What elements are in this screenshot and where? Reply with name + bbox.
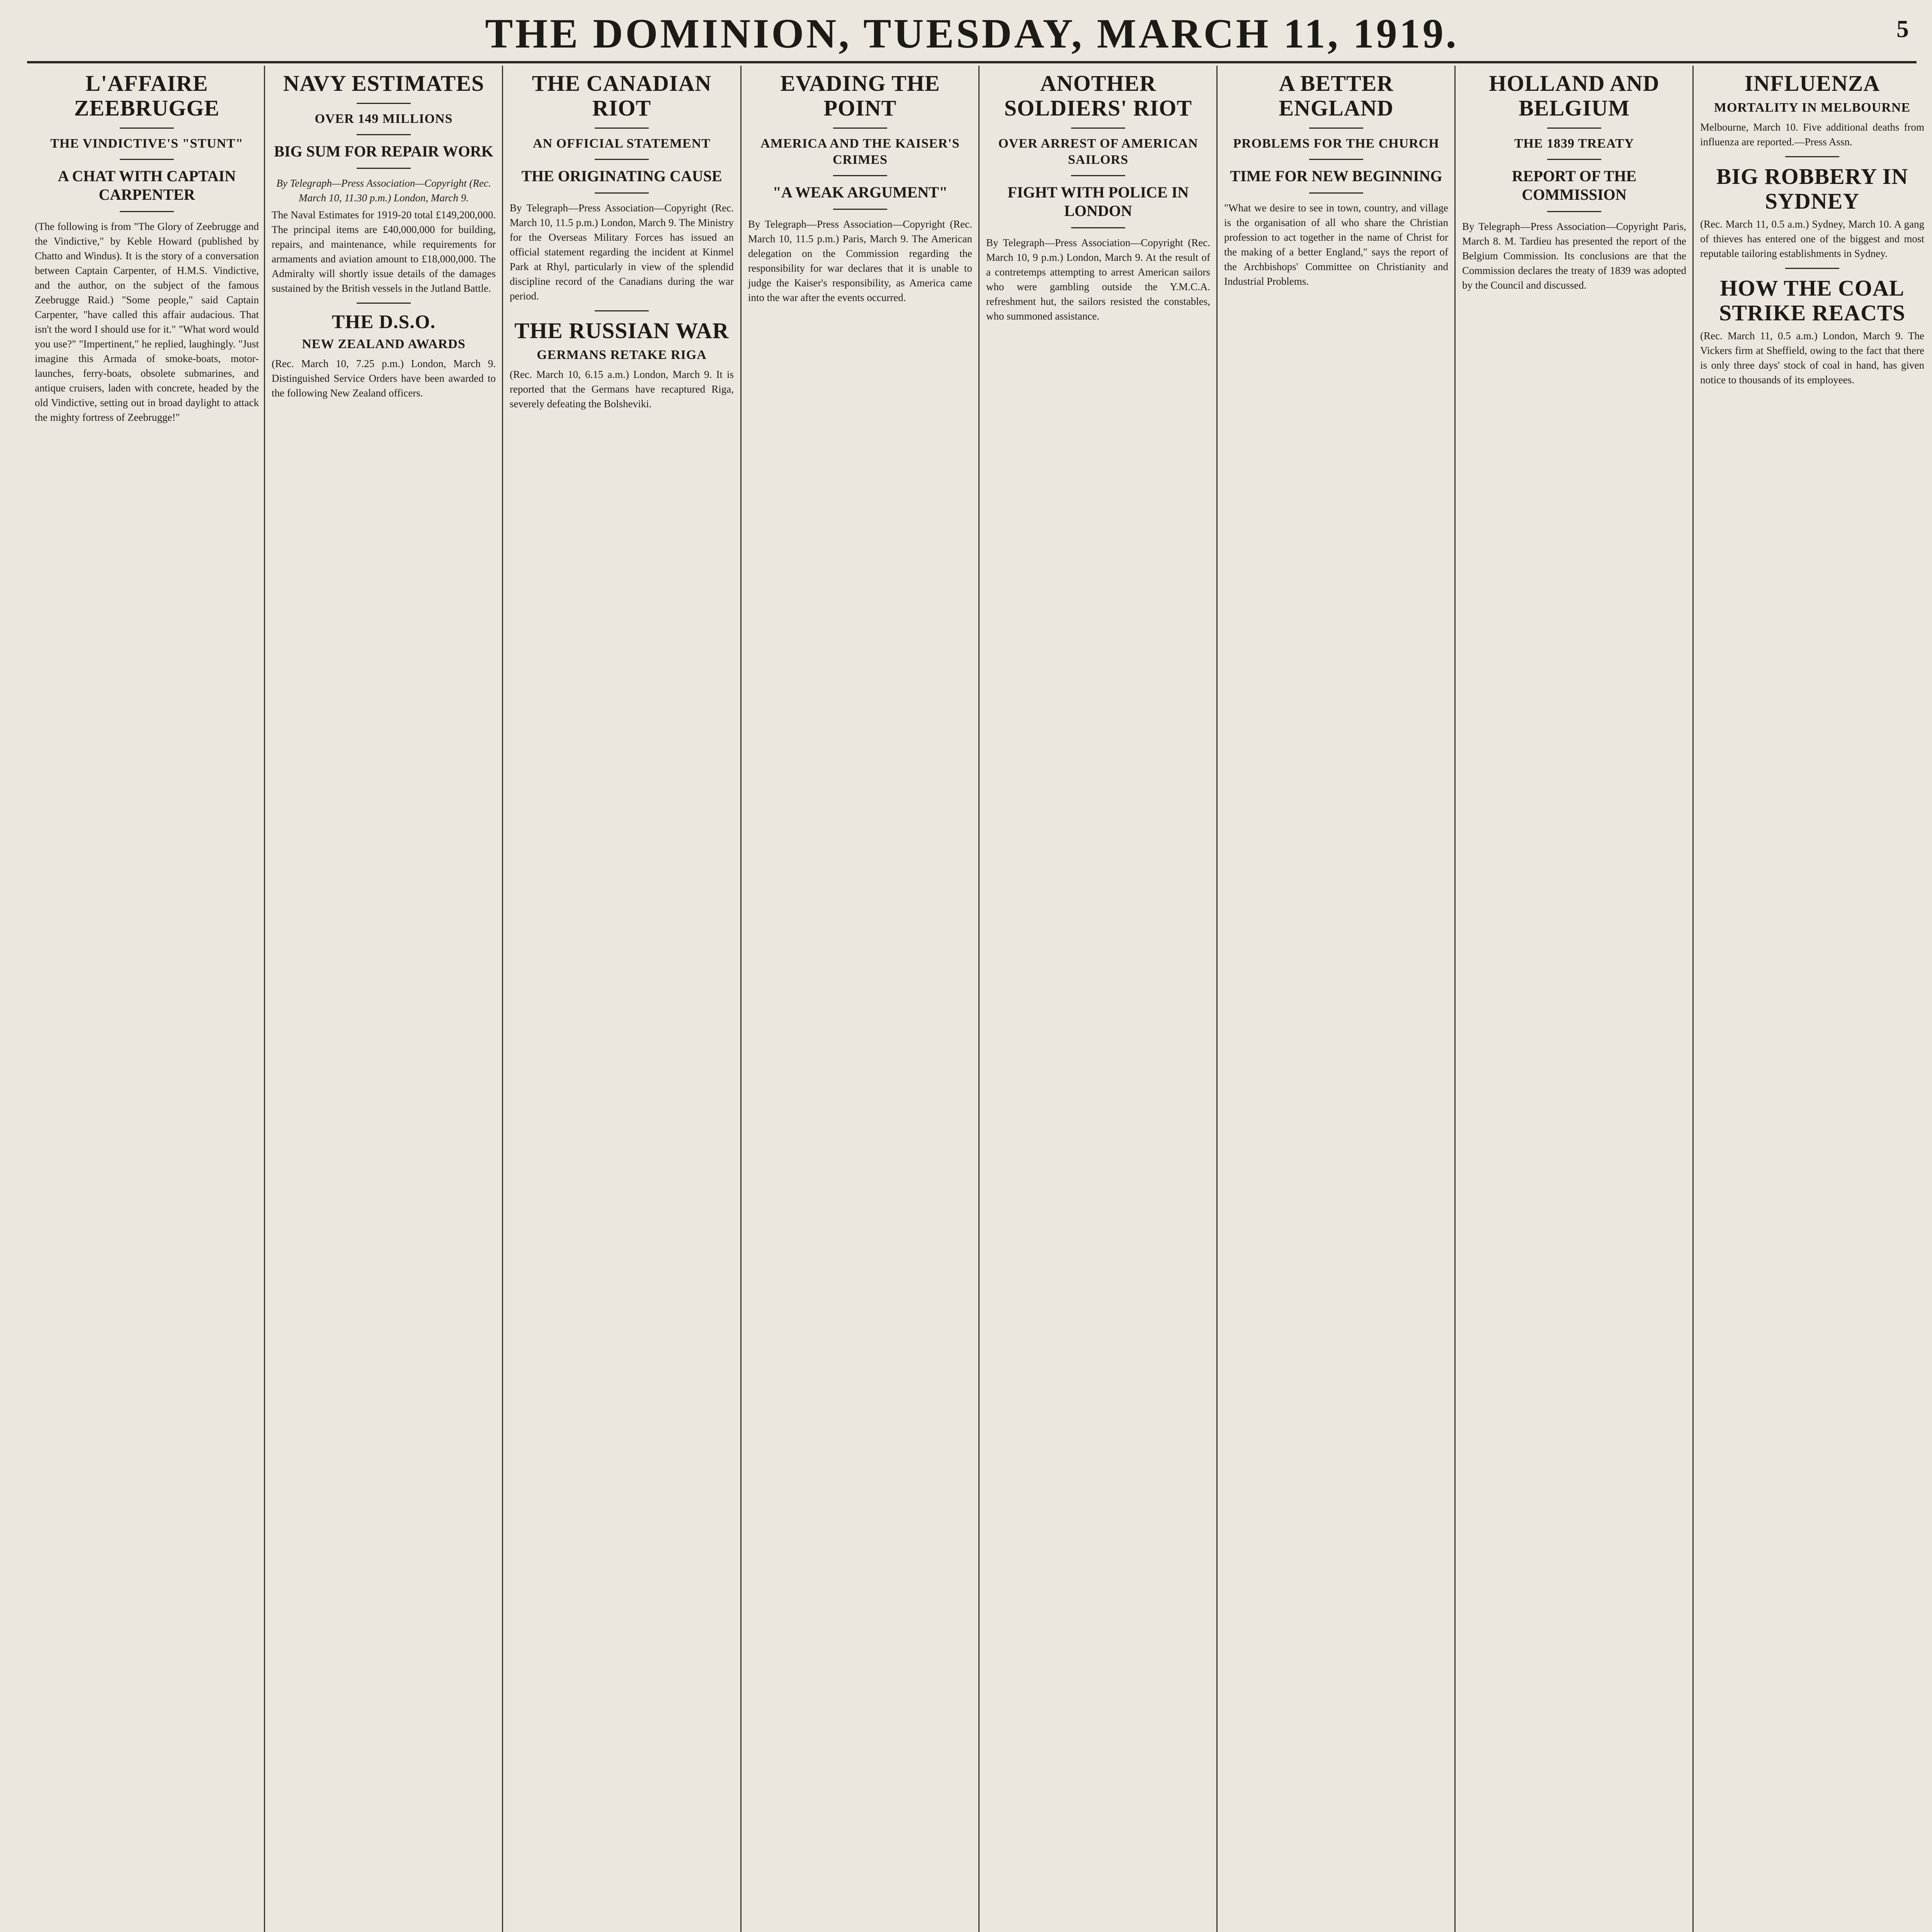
subheadline: AMERICA AND THE KAISER'S CRIMES: [760, 136, 960, 167]
headline: L'AFFAIRE ZEEBRUGGE: [74, 71, 220, 121]
article-body: (Rec. March 11, 0.5 a.m.) Sydney, March 10. A gang of thieves has entered one of the biggest and most reputable tailoring establishments in Sydney.: [1700, 218, 1924, 259]
dateline: By Telegraph—Press Association—Copyright (Rec. March 10, 11.30 p.m.) London, March 9.: [276, 177, 491, 204]
divider: [357, 168, 411, 169]
article-body: The Naval Estimates for 1919-20 total £149,200,000. The principal items are £40,000,000 for building, repairs, and maintenance, while requirements for armaments and aviation amount to £18,000,000. The Admiralty will shortly issue details of the damages sustained by the British vessels in the Jutland Battle.: [272, 209, 496, 294]
subheadline: THE ORIGINATING CAUSE: [521, 167, 722, 185]
column-3: [507, 66, 737, 1932]
headline: NAVY ESTIMATES: [283, 71, 485, 96]
column-rule: [1216, 66, 1218, 1932]
subheadline: NEW ZEALAND AWARDS: [302, 337, 466, 351]
article-body: (Rec. March 10, 7.25 p.m.) London, March 9. Distinguished Service Orders have been awarded to the following New Zealand officers.: [272, 358, 496, 399]
divider: [1071, 227, 1125, 228]
article-body: "What we desire to see in town, country, and village is the organisation of all who share the Christian profession to act together in the name of Christ for the making of a better England," says the report of the Archbishops' Committee on Christianity and Industrial Problems.: [1224, 202, 1448, 287]
column-rule: [1454, 66, 1456, 1932]
divider: [1785, 268, 1839, 269]
subheadline: TIME FOR NEW BEGINNING: [1230, 167, 1442, 185]
article-body: (Rec. March 10, 6.15 a.m.) London, March 9. It is reported that the Germans have recaptured Riga, severely defeating the Bolsheviki.: [510, 369, 734, 410]
masthead-title: THE DOMINION, TUESDAY, MARCH 11, 1919.: [485, 11, 1459, 57]
masthead: [27, 3, 1917, 63]
headline: EVADING THE POINT: [780, 71, 940, 121]
divider: [595, 128, 649, 129]
subheadline: PROBLEMS FOR THE CHURCH: [1233, 136, 1439, 151]
divider: [357, 134, 411, 135]
subheadline: REPORT OF THE COMMISSION: [1512, 167, 1637, 203]
divider: [595, 310, 649, 311]
subheadline: A CHAT WITH CAPTAIN CARPENTER: [58, 167, 236, 203]
divider: [1071, 175, 1125, 176]
column-1: [32, 66, 262, 1932]
divider: [833, 175, 887, 176]
headline: THE CANADIAN RIOT: [532, 71, 712, 121]
column-rule: [1692, 66, 1694, 1932]
divider: [357, 103, 411, 104]
article-body: Melbourne, March 10. Five additional deaths from influenza are reported.—Press Assn.: [1700, 121, 1924, 148]
column-rule: [740, 66, 742, 1932]
article-body: By Telegraph—Press Association—Copyright (Rec. March 10, 9 p.m.) London, March 9. At the result of a contretemps attempting to arrest American sailors who were gambling outside the Y.M.C.A. refreshment hut, the sailors resisted the constables, who summoned assistance.: [986, 237, 1210, 322]
article-body: (Rec. March 11, 0.5 a.m.) London, March 9. The Vickers firm at Sheffield, owing to the fact that there is only three days' stock of coal in hand, has given notice to thousands of its employees.: [1700, 330, 1924, 386]
subheadline: OVER ARREST OF AMERICAN SAILORS: [998, 136, 1198, 167]
divider: [833, 209, 887, 210]
headline: A BETTER ENGLAND: [1279, 71, 1394, 121]
column-rule: [264, 66, 265, 1932]
subheadline: THE VINDICTIVE'S "STUNT": [50, 136, 243, 151]
headline: BIG ROBBERY IN SYDNEY: [1716, 164, 1908, 214]
divider: [595, 159, 649, 160]
divider: [1547, 211, 1601, 212]
divider: [1547, 128, 1601, 129]
headline: HOW THE COAL STRIKE REACTS: [1719, 276, 1905, 325]
subheadline: "A WEAK ARGUMENT": [772, 184, 948, 201]
divider: [1309, 128, 1363, 129]
divider: [1547, 159, 1601, 160]
headline: HOLLAND AND BELGIUM: [1489, 71, 1660, 121]
column-5: [983, 66, 1213, 1932]
headline: THE RUSSIAN WAR: [514, 318, 729, 343]
headline: ANOTHER SOLDIERS' RIOT: [1004, 71, 1192, 121]
subheadline: MORTALITY IN MELBOURNE: [1714, 100, 1911, 115]
divider: [1785, 156, 1839, 157]
column-rule: [978, 66, 980, 1932]
column-4: [745, 66, 975, 1932]
divider: [1071, 128, 1125, 129]
subheadline: FIGHT WITH POLICE IN LONDON: [1007, 184, 1189, 219]
column-6: [1221, 66, 1451, 1932]
article-body: By Telegraph—Press Association—Copyright (Rec. March 10, 11.5 p.m.) Paris, March 9. The American delegation on the Commission regarding the responsibility for war declares that it is unable to judge the Kaiser's responsibility, as America came into the war after the events occurred.: [748, 218, 972, 303]
subheadline: THE 1839 TREATY: [1514, 136, 1634, 151]
column-2: [269, 66, 499, 1932]
divider: [357, 303, 411, 304]
divider: [833, 128, 887, 129]
divider: [1309, 192, 1363, 194]
headline: INFLUENZA: [1744, 71, 1880, 96]
divider: [120, 128, 174, 129]
headline: THE D.S.O.: [332, 311, 436, 332]
page-number: 5: [1896, 15, 1909, 43]
subheadline: BIG SUM FOR REPAIR WORK: [274, 143, 493, 160]
divider: [120, 159, 174, 160]
article-body: (The following is from "The Glory of Zeebrugge and the Vindictive," by Keble Howard (published by Chatto and Windus). It is the story of a conversation between Captain Carpenter, of H.M.S. Vindictive, and the author, on the subject of the famous Zeebrugge Raid.) "Some people," said Captain Carpenter, "have called this affair audacious. That isn't the word I should use for it." "What word would you use?" "Impertinent," he replied, laughingly. "Just imagine this Armada of smoke-boats, motor-launches, ferry-boats, obsolete submarines, and antique cruisers, laden with concrete, headed by the old Vindictive, setting out in broad daylight to attack the mighty fortress of Zeebrugge!": [35, 221, 259, 423]
column-8: [1697, 66, 1927, 1932]
divider: [1309, 159, 1363, 160]
subheadline: AN OFFICIAL STATEMENT: [533, 136, 711, 151]
subheadline: GERMANS RETAKE RIGA: [537, 348, 707, 362]
divider: [595, 192, 649, 194]
divider: [120, 211, 174, 212]
article-body: By Telegraph—Press Association—Copyright (Rec. March 10, 11.5 p.m.) London, March 9. The Ministry for the Overseas Military Forces has issued an official statement regarding the incident at Kinmel Park at Rhyl, particularly in view of the splendid discipline record of the Canadians during the war period.: [510, 202, 734, 302]
column-rule: [502, 66, 503, 1932]
article-body: By Telegraph—Press Association—Copyright Paris, March 8. M. Tardieu has presented the report of the Belgium Commission. Its conclusions are that the Commission declares the treaty of 1839 was adopted by the Council and discussed.: [1462, 221, 1686, 291]
column-7: [1459, 66, 1689, 1932]
subheadline: OVER 149 MILLIONS: [315, 112, 453, 126]
